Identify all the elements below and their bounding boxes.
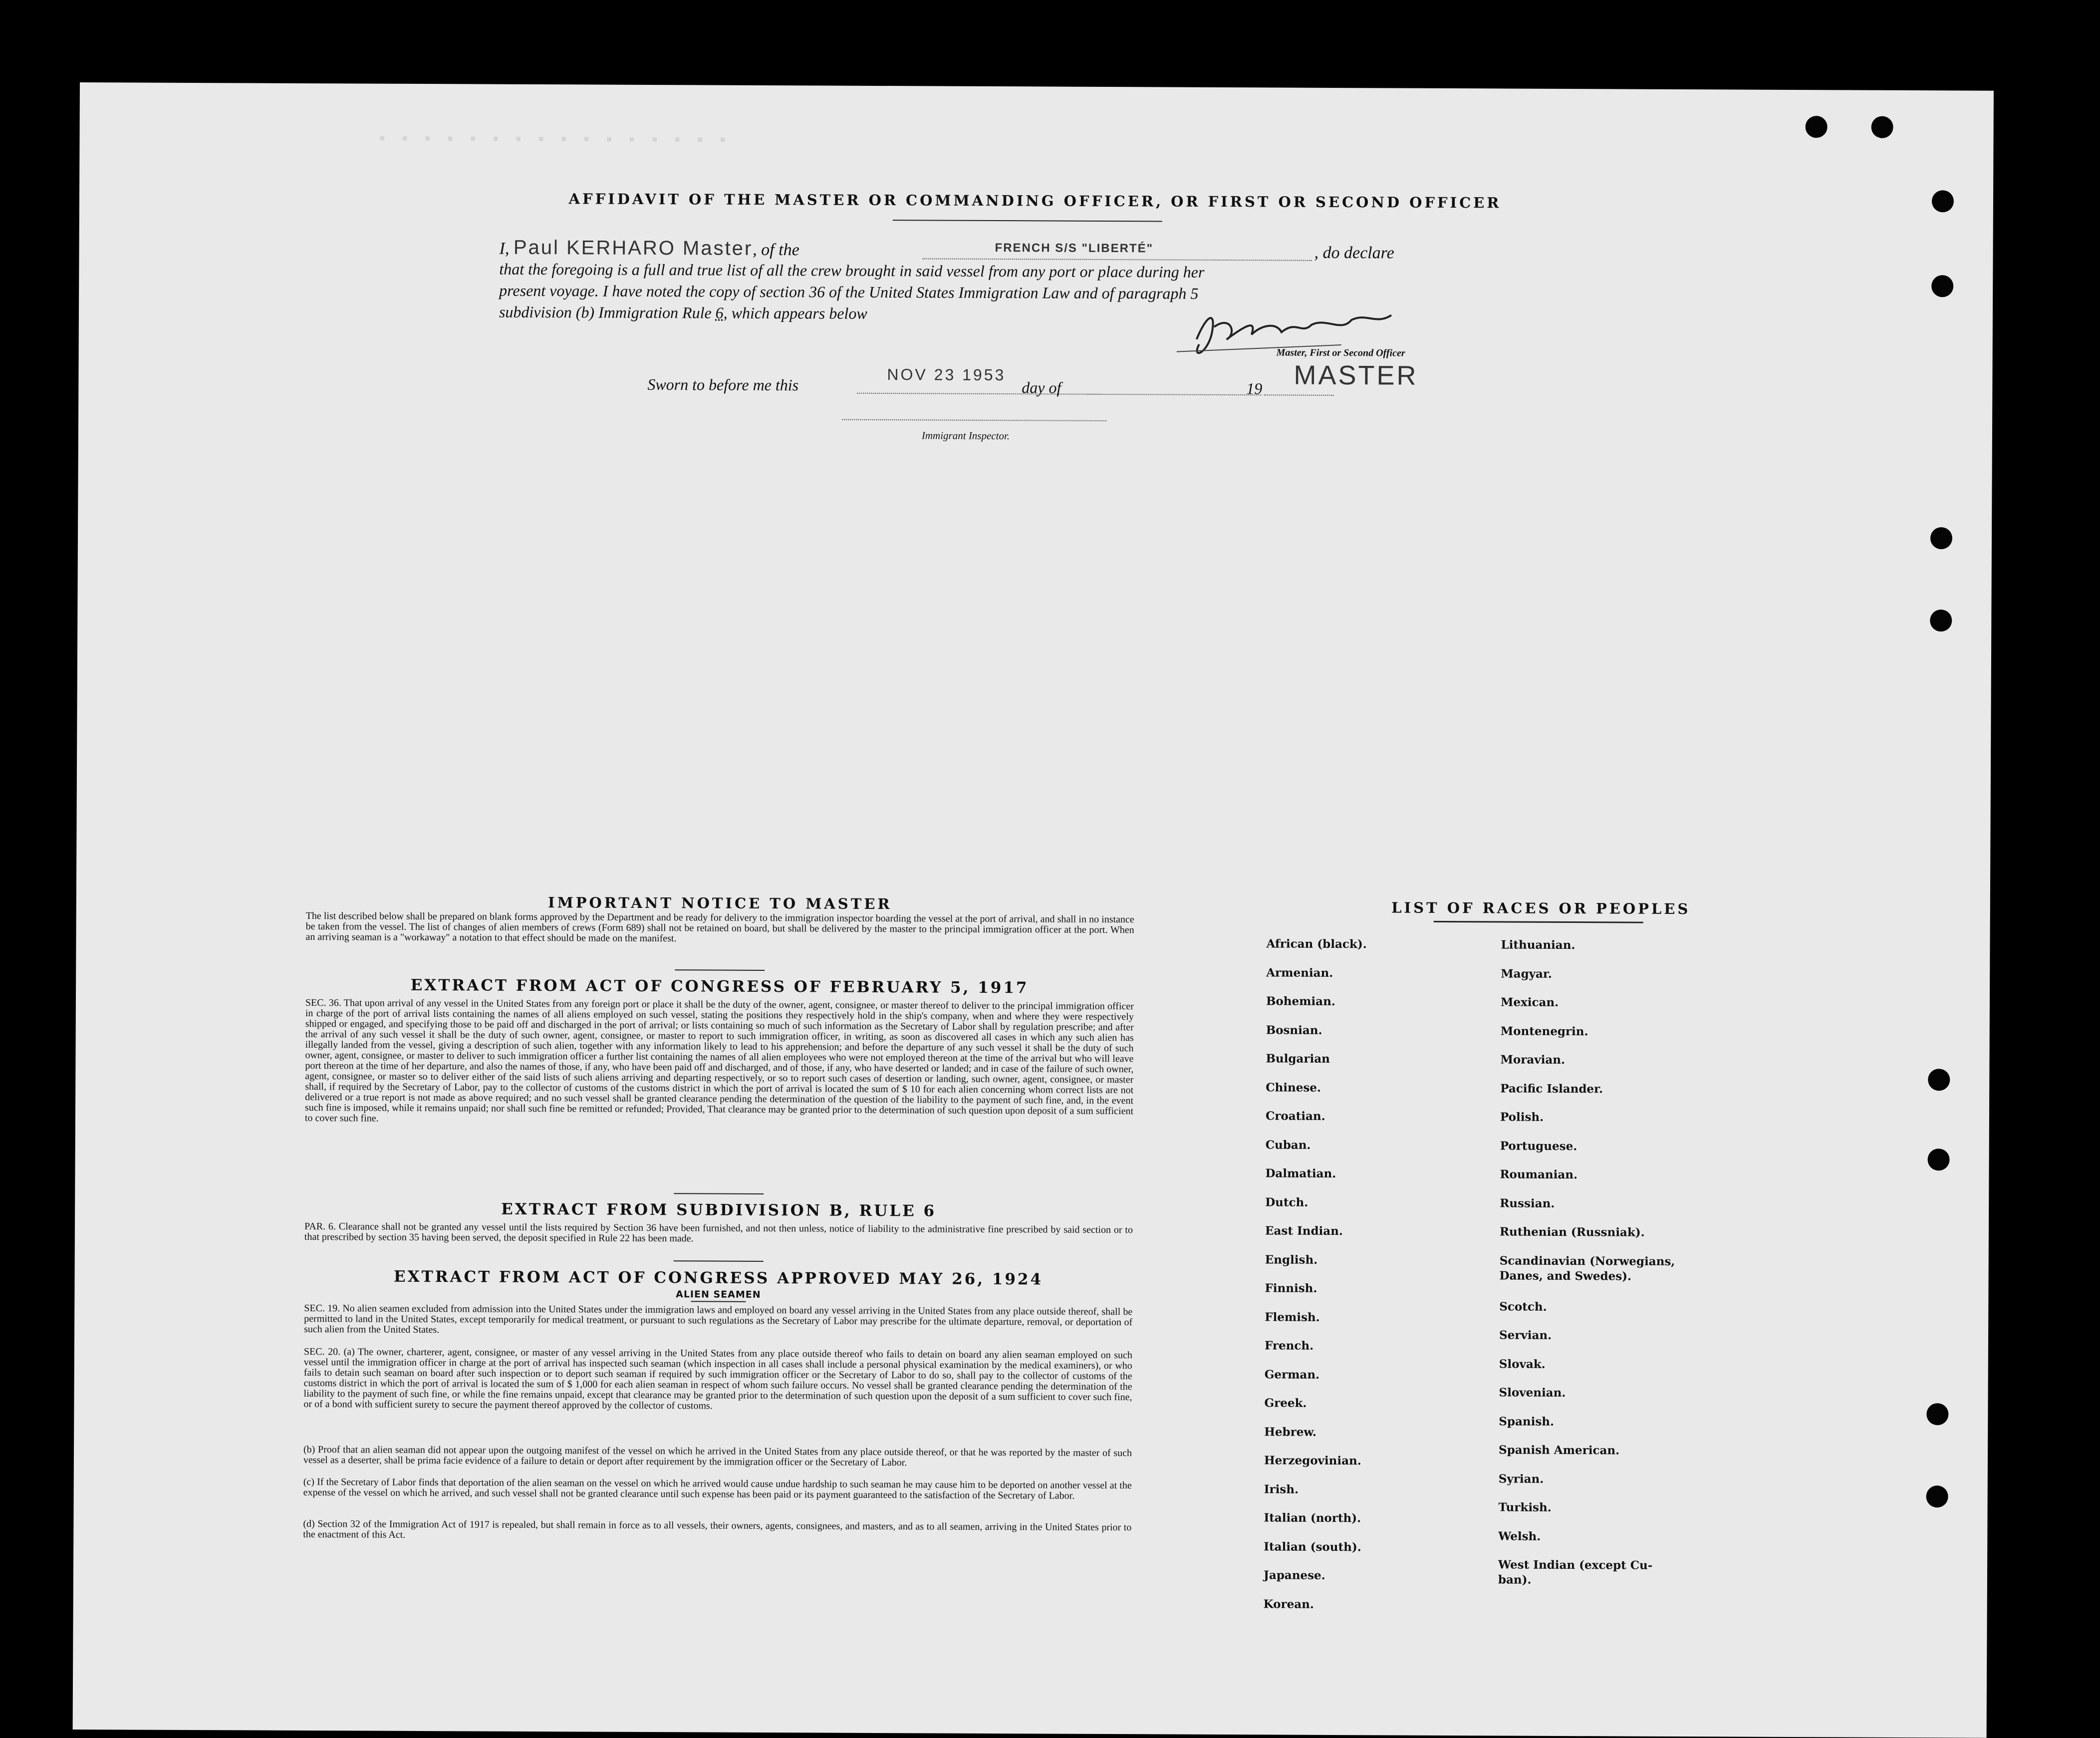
race-item-right: Syrian. <box>1498 1471 1544 1486</box>
race-item-left: Hebrew. <box>1264 1425 1316 1439</box>
race-item-left: Italian (south). <box>1264 1539 1361 1554</box>
notice-title: IMPORTANT NOTICE TO MASTER <box>548 894 892 913</box>
affidavit-line-3: present voyage. I have noted the copy of section 36 of the United States Immigration Law and of paragraph 5 <box>499 281 1199 302</box>
day-of-text: day of <box>1022 378 1061 397</box>
race-item-right: Polish. <box>1500 1110 1544 1124</box>
race-item-left: English. <box>1265 1252 1318 1267</box>
extract-1917-body: SEC. 36. That upon arrival of any vessel in the United States from any foreign port or place it shall be the duty of the owner, agent, consignee, or master thereof to deliver to the principal immigration officer in charge of the port of arrival lists containing the names of all aliens employed on such vessel, stating the positions they respectively hold in the ship's company, when and where they were respectively shipped or engaged, and specifying those to be paid off and discharged in the port of arrival; or lists containing so much of such information as the Secretary of Labor shall by regulation prescribe; and after the arrival of any such vessel it shall be the duty of such owner, agent, consignee, or master to report to such immigration officer, in writing, as soon as discovered all cases in which any such alien has illegally landed from the vessel, giving a description of such alien, together with any information likely to lead to his apprehension; and before the departure of any such vessel it shall be the duty of such owner, agent, consignee, or master to deliver to such immigration officer a further list containing the names of all alien employees who were not employed thereon at the time of the arrival but who will leave port thereon at the time of her departure, and also the names of those, if any, who have been paid off and discharged, and of those, if any, who have deserted or landed; and in case of the failure of such owner, agent, consignee, or master so to deliver either of the said lists of such aliens arriving and departing respectively, or so to report such cases of desertion or landing, such owner, agent, consignee, or master shall, if required by the Secretary of Labor, pay to the collector of customs of the customs district in which the port of arrival is located the sum of $ 10 for each alien concerning whom correct lists are not delivered or a true report is not made as above required; and no such vessel shall be granted clearance pending the determination of the question of the liability to the payment of such fine, and, in the event such fine is imposed, while it remains unpaid; nor shall such fine be remitted or refunded; Provided, That clearance may be granted prior to the determination of such question upon deposit of a sum sufficient to cover such fine. <box>304 997 1134 1124</box>
notice-rule <box>675 969 765 971</box>
race-item-left: Cuban. <box>1265 1138 1311 1152</box>
race-item-left: Bosnian. <box>1266 1023 1322 1037</box>
race-item-left: Greek. <box>1264 1396 1307 1410</box>
extract-1924-c: (c) If the Secretary of Labor finds that deportation of the alien seaman on the vessel on which he arrived would cause undue hardship to such seaman he may cause him to be deported on another vessel at the expense of the vessel on which he arrived, and such vessel shall not be granted clearance until such expense has been paid or its payment guaranteed to the satisfaction of the Secretary of Labor. <box>303 1476 1132 1501</box>
race-item-right: Pacific Islander. <box>1500 1081 1603 1096</box>
title-rule <box>893 220 1162 222</box>
of-the-text: , of the <box>753 240 799 260</box>
race-item-right: Scandinavian (Norwegians, <box>1499 1253 1675 1268</box>
extract-1917-rule <box>674 1193 764 1194</box>
race-item-right: Scotch. <box>1499 1299 1547 1314</box>
date-stamp: NOV 23 1953 <box>887 365 1006 384</box>
rule-text: subdivision (b) Immigration Rule <box>499 302 712 322</box>
race-item-right: Portuguese. <box>1500 1139 1577 1153</box>
year-prefix: 19 <box>1246 379 1263 398</box>
race-item-left: Dalmatian. <box>1265 1166 1336 1181</box>
race-item-left: French. <box>1264 1339 1314 1353</box>
affidavit-title: AFFIDAVIT OF THE MASTER OR COMMANDING OFFICER, OR FIRST OR SECOND OFFICER <box>568 190 1502 212</box>
race-item-right: Magyar. <box>1501 966 1553 981</box>
race-item-right: Turkish. <box>1498 1500 1552 1514</box>
race-item-right: Welsh. <box>1498 1529 1541 1543</box>
races-title: LIST OF RACES OR PEOPLES <box>1391 899 1691 918</box>
race-item-left: East Indian. <box>1265 1224 1343 1238</box>
extract-1924-d: (d) Section 32 of the Immigration Act of 1917 is repealed, but shall remain in force as to all vessels, their owners, agents, consignees, and masters, and as to all seamen, arriving in the United States prior to the enactment of this Act. <box>303 1518 1132 1540</box>
vessel-name: FRENCH S/S "LIBERTÉ" <box>995 241 1154 256</box>
sworn-prefix: Sworn to before me this <box>647 375 799 394</box>
race-item-right: Ruthenian (Russniak). <box>1499 1225 1645 1239</box>
race-item-right: Spanish. <box>1499 1414 1555 1429</box>
extract-rule6-title: EXTRACT FROM SUBDIVISION B, RULE 6 <box>501 1200 937 1220</box>
extract-rule6-rule <box>674 1260 764 1262</box>
punch-hole <box>1926 1403 1948 1425</box>
race-item-left: Herzegovinian. <box>1264 1453 1361 1468</box>
affidavit-line-4 <box>499 303 867 323</box>
race-item-right: Montenegrin. <box>1500 1024 1588 1038</box>
race-item-left: Armenian. <box>1266 965 1333 980</box>
race-item-right: Mexican. <box>1500 995 1559 1009</box>
race-item-left: Korean. <box>1263 1597 1314 1611</box>
race-item-left: Chinese. <box>1266 1080 1321 1095</box>
extract-1924-subrule <box>691 1301 746 1302</box>
race-item-left: Croatian. <box>1265 1109 1325 1123</box>
extract-1924-b: (b) Proof that an alien seaman did not appear upon the outgoing manifest of the vessel on which he arrived in the United States from any place outside thereof, or that he was reported by the master of such vessel as a deserter, shall be prima facie evidence of a failure to detain or deport after requirement by the immigration officer or the Secretary of Labor. <box>303 1444 1132 1468</box>
punch-hole <box>1931 275 1953 297</box>
do-declare-text: , do declare <box>1314 243 1394 263</box>
race-item-right: Spanish American. <box>1499 1443 1620 1457</box>
race-item-right: West Indian (except Cu- <box>1498 1558 1653 1572</box>
master-name: Paul KERHARO Master <box>513 236 753 260</box>
inspector-dotline <box>842 419 1106 421</box>
race-item-left: Finnish. <box>1265 1281 1317 1295</box>
inspector-caption: Immigrant Inspector. <box>921 429 1010 442</box>
punch-hole <box>1930 609 1952 631</box>
intro-prefix: I, <box>499 239 510 258</box>
punch-hole <box>1928 1149 1950 1170</box>
race-item-right: Slovenian. <box>1499 1386 1566 1400</box>
race-item-right: Moravian. <box>1500 1053 1566 1067</box>
race-item-right: Russian. <box>1500 1196 1555 1210</box>
race-item-left: Bulgarian <box>1266 1052 1330 1066</box>
appears-below-text: , which appears below <box>723 303 867 322</box>
extract-1924-title: EXTRACT FROM ACT OF CONGRESS APPROVED MAY 26, 1924 <box>393 1267 1044 1289</box>
race-item-left: German. <box>1264 1367 1320 1382</box>
races-right-column <box>80 82 1994 91</box>
affidavit-line-1 <box>499 237 799 261</box>
race-item-left: Bohemian. <box>1266 994 1335 1008</box>
race-item-left: Flemish. <box>1265 1310 1320 1324</box>
race-item-right: Servian. <box>1499 1328 1552 1342</box>
punch-hole <box>1806 116 1828 138</box>
race-item-right: Slovak. <box>1499 1357 1546 1371</box>
vessel-dotline <box>922 258 1312 261</box>
punch-hole <box>1928 1069 1950 1091</box>
race-item-right: Lithuanian. <box>1501 938 1575 952</box>
document-page <box>73 82 1994 1738</box>
race-item-left: Japanese. <box>1263 1568 1325 1582</box>
extract-1917-title: EXTRACT FROM ACT OF CONGRESS OF FEBRUARY 5, 1917 <box>410 976 1029 997</box>
race-item-right: ban). <box>1498 1573 1532 1587</box>
punch-hole <box>1930 527 1952 549</box>
race-item-left: African (black). <box>1266 937 1367 951</box>
races-rule <box>1434 921 1643 923</box>
extract-rule6-body: PAR. 6. Clearance shall not be granted any vessel until the lists required by Section 36 have been furnished, and not then unless, notice of liability to the administrative fine prescribed by said section or to that prescribed by section 35 having been served, the deposit specified in Rule 22 has been made. <box>304 1220 1133 1244</box>
affidavit-line-2: that the foregoing is a full and true list of all the crew brought in said vessel from any port or place during her <box>499 260 1205 281</box>
extract-1924-subtitle: ALIEN SEAMEN <box>676 1289 761 1300</box>
punch-hole <box>1926 1485 1948 1507</box>
punch-hole <box>1871 116 1893 138</box>
rank-stamp: MASTER <box>1294 360 1418 391</box>
signature-caption: Master, First or Second Officer <box>1276 347 1405 359</box>
races-left-column <box>80 82 1994 91</box>
race-item-right: Danes, and Swedes). <box>1499 1268 1632 1283</box>
date-dotline <box>857 393 1101 395</box>
extract-1924-sec19: SEC. 19. No alien seamen excluded from admission into the United States under the immigration laws and employed on board any vessel arriving in the United States from any place outside thereof, shall be permitted to land in the United States, except temporarily for medical treatment, or pursuant to such regulations as the Secretary of Labor may prescribe for the ultimate departure, removal, or deportation of such alien from the United States. <box>304 1302 1133 1336</box>
extract-1924-sec20: SEC. 20. (a) The owner, charterer, agent, consignee, or master of any vessel arriving in the United States from any place outside thereof who fails to detain on board any alien seaman employed on such vessel until the immigration officer in charge at the port of arrival has inspected such seaman (which inspection in all cases shall include a personal physical examination by the medical examiners), or who fails to detain such seaman on board after such inspection or to deport such seaman if required by such immigration officer or the Secretary of Labor to do so, shall pay to the collector of customs of the customs district in which the port of arrival is located the sum of $ 1,000 for each alien seaman in respect of whom such failure occurs. No vessel shall be granted clearance pending the determination of the liability to the payment of such fine, or while the fine remains unpaid, except that clearance may be granted prior to the determination of such question upon the deposit of a sum sufficient to cover such fine, or of a bond with sufficient surety to secure the payment thereof approved by the collector of customs. <box>303 1346 1132 1412</box>
race-item-left: Italian (north). <box>1264 1511 1361 1525</box>
month-dotline <box>1086 394 1261 396</box>
race-item-right: Roumanian. <box>1500 1167 1578 1182</box>
rule-number: 6 <box>715 303 724 322</box>
punch-hole <box>1932 190 1954 212</box>
year-dotline <box>1264 394 1333 396</box>
bleed-through-marks: ▪ ▪ ▪ ▪ ▪ ▪ ▪ ▪ ▪ ▪ ▪ ▪ ▪ ▪ ▪ ▪ <box>379 128 732 149</box>
race-item-left: Irish. <box>1264 1482 1299 1496</box>
notice-body: The list described below shall be prepared on blank forms approved by the Department and be ready for delivery to the immigration inspector boarding the vessel at the port of arrival, and shall in no instance be taken from the vessel. The list of changes of alien members of crews (Form 689) shall not be retained on board, but shall be delivered by the master to the principal immigration officer at the port. When an arriving seaman is a "workaway" a notation to that effect should be made on the manifest. <box>305 910 1134 944</box>
race-item-left: Dutch. <box>1265 1195 1309 1209</box>
